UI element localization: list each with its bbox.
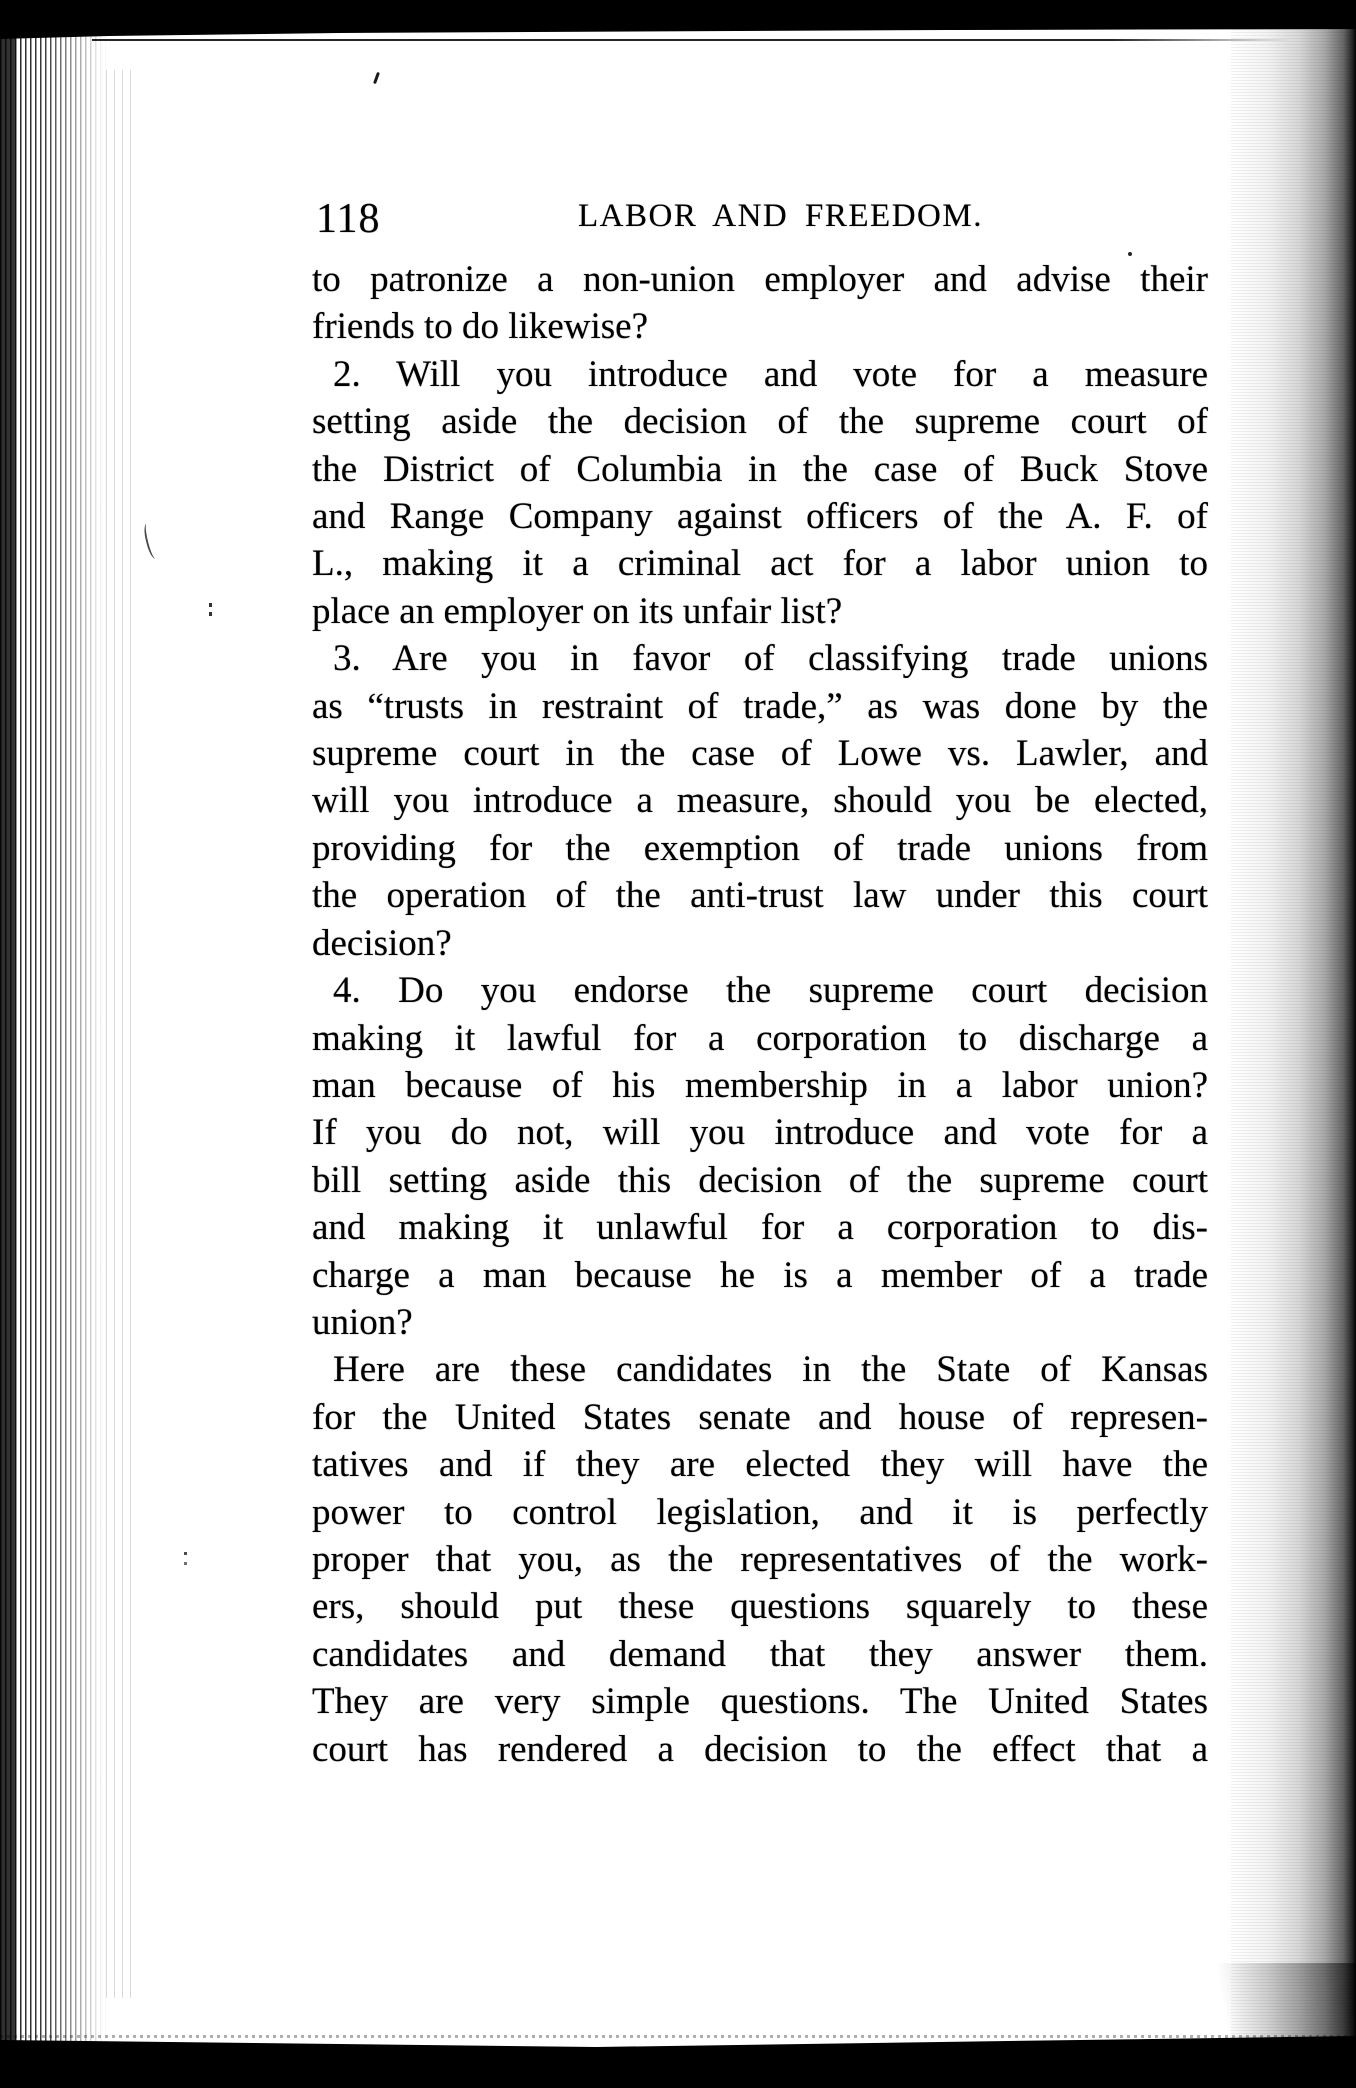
top-scan-hairline (92, 39, 1292, 41)
text-line: 3. Are you in favor of classifying trade unions (333, 638, 1208, 680)
text-line: tatives and if they are elected they will have the (312, 1444, 1208, 1486)
text-line: decision? (312, 922, 452, 964)
page-edge-dither (1231, 0, 1356, 2088)
text-line: and Range Company against officers of the A. F. of (312, 496, 1208, 538)
page-body-text (312, 256, 1208, 1773)
text-line: If you do not, will you introduce and vote for a (312, 1112, 1208, 1154)
text-line: L., making it a criminal act for a labor union to (312, 543, 1208, 585)
text-line: charge a man because he is a member of a trade (312, 1254, 1208, 1296)
text-line: providing for the exemption of trade unions from (312, 827, 1208, 869)
text-line: 2. Will you introduce and vote for a measure (333, 353, 1208, 395)
text-line: and making it unlawful for a corporation to dis- (312, 1207, 1208, 1249)
text-line: ers, should put these questions squarely to these (312, 1586, 1208, 1628)
text-line: union? (312, 1301, 413, 1343)
text-line: man because of his membership in a labor union? (312, 1064, 1208, 1106)
text-line: proper that you, as the representatives of the work- (312, 1538, 1208, 1580)
running-title: LABOR AND FREEDOM. (578, 198, 983, 234)
text-line: the District of Columbia in the case of Buck Stove (312, 448, 1208, 490)
text-line: setting aside the decision of the supreme court of (312, 401, 1208, 443)
text-line: the operation of the anti-trust law under this court (312, 875, 1208, 917)
scan-speckle (373, 72, 380, 84)
text-line: candidates and demand that they answer them. (312, 1633, 1208, 1675)
text-line: friends to do likewise? (312, 306, 648, 348)
book-binding-dots (106, 70, 134, 1998)
scan-speckle (209, 603, 212, 607)
text-line: place an employer on its unfair list? (312, 590, 843, 632)
corner-scan-smudge (1136, 1963, 1356, 2048)
text-line: making it lawful for a corporation to discharge a (312, 1017, 1208, 1059)
text-line: court has rendered a decision to the effect that a (312, 1728, 1208, 1770)
text-line: to patronize a non-union employer and advise their (312, 259, 1208, 300)
text-line: Here are these candidates in the State of Kansas (333, 1349, 1208, 1391)
book-binding-fade (0, 28, 110, 2042)
page-number: 118 (316, 196, 381, 242)
text-line: They are very simple questions. The United States (312, 1681, 1208, 1723)
text-line: 4. Do you endorse the supreme court decision (333, 970, 1208, 1012)
text-line: as “trusts in restraint of trade,” as was done by the (312, 685, 1208, 727)
text-line: will you introduce a measure, should you be elected, (312, 780, 1208, 822)
text-line: for the United States senate and house of represen- (312, 1396, 1208, 1438)
top-scan-band (0, 0, 1356, 42)
scan-speckle (142, 522, 160, 559)
text-line: supreme court in the case of Lowe vs. Lawler, and (312, 733, 1208, 775)
scan-speckle (184, 1552, 187, 1555)
bottom-scan-band (0, 2032, 1356, 2088)
text-line: bill setting aside this decision of the supreme court (312, 1159, 1208, 1201)
text-line: power to control legislation, and it is perfectly (312, 1491, 1208, 1533)
